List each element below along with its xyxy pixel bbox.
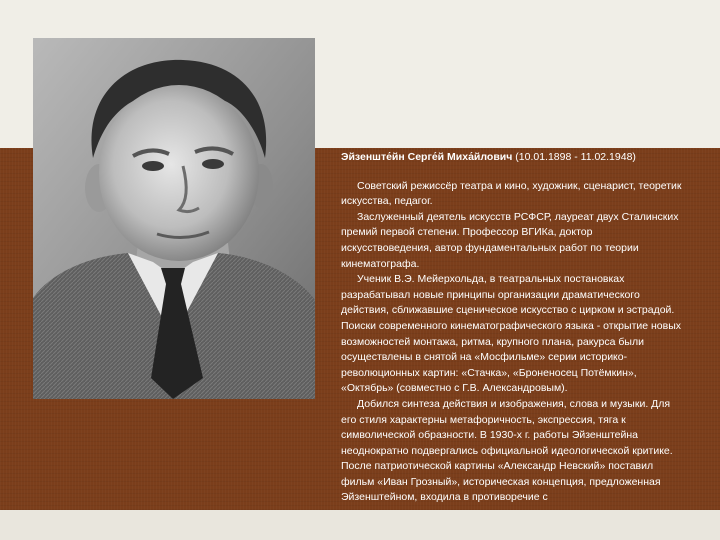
bio-paragraph: Добился синтеза действия и изображения, слова и музыки. Для его стиля характерны метафоричность, экспрессия, тяга к символической образности. В 1930-х г. работы Эйзенштейна неоднократно подвергались официальной идеологической критике. После патриотической картины «Александр Невский» поставил фильм «Иван Грозный», историческая концепция, предложенная Эйзенштейном, входила в противоречие с xyxy=(341,397,673,504)
portrait-photo xyxy=(33,38,315,399)
bio-paragraph: Ученик В.Э. Мейерхольда, в театральных постановках разрабатывал новые принципы организации драматического действия, сближавшие сценическое искусство с цирком и эстрадой. Поиски современного кинематографического языка - открытие новых возможностей монтажа, ритма, крупного плана, ракурса были осуществлены в снятой на «Мосфильме» серии историко-революционных картин: «Стачка», «Броненосец Потёмкин», «Октябрь» (совместно с Г.В. Александровым). xyxy=(341,273,682,395)
bio-paragraph: Заслуженный деятель искусств РСФСР, лауреат двух Сталинских премий первой степени. Профессор ВГИКа, доктор искусствоведения, автор фундаментальных работ по теории кинематографа. xyxy=(341,210,679,270)
person-name: Эйзенште́йн Серге́й Миха́йлович xyxy=(341,151,513,163)
bio-paragraph: Советский режиссёр театра и кино, художник, сценарист, теоретик искусства, педагог. xyxy=(341,179,682,208)
biography-heading xyxy=(341,150,683,166)
life-dates: (10.01.1898 - 11.02.1948) xyxy=(515,151,636,163)
bottom-light-strip xyxy=(0,510,720,540)
biography-text xyxy=(341,150,683,506)
